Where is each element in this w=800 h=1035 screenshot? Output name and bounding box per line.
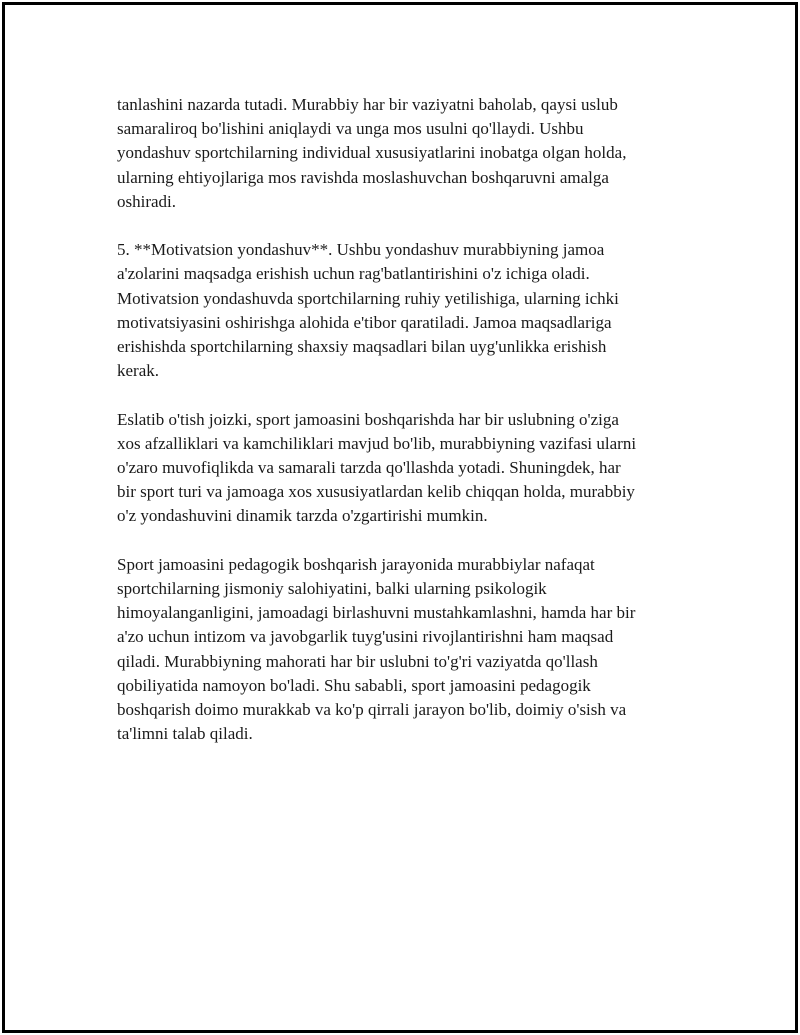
paragraph-situational-approach: tanlashini nazarda tutadi. Murabbiy har bir vaziyatni baholab, qaysi uslub samaraliroq bo'lishini aniqlaydi va unga mos usulni qo'llaydi. Ushbu yondashuv sportchilarning individual xususiyatlarini inobatga olgan holda, ularning ehtiyojlariga mos ravishda moslashuvchan boshqaruvni amalga oshiradi. [117,95,627,211]
paragraph-motivational-approach: 5. **Motivatsion yondashuv**. Ushbu yondashuv murabbiyning jamoa a'zolarini maqsadga erishish uchun rag'batlantirishini o'z ichiga oladi. Motivatsion yondashuvda sportchilarning ruhiy yetilishiga, ularning ichki motivatsiyasini oshirishga alohida e'tibor qaratiladi. Jamoa maqsadlariga erishishda sportchilarning shaxsiy maqsadlari bilan uyg'unlikka erishish kerak. [117,240,619,381]
paragraph-style-advantages: Eslatib o'tish joizki, sport jamoasini boshqarishda har bir uslubning o'ziga xos afzalliklari va kamchiliklari mavjud bo'lib, murabbiyning vazifasi ularni o'zaro muvofiqlikda va samarali tarzda qo'llashda yotadi. Shuningdek, har bir sport turi va jamoaga xos xususiyatlardan kelib chiqqan holda, murabbiy o'z yondashuvini dinamik tarzda o'zgartirishi mumkin. [117,409,637,526]
document-body [117,93,697,771]
paragraph-pedagogical-management: Sport jamoasini pedagogik boshqarish jarayonida murabbiylar nafaqat sportchilarning jismoniy salohiyatini, balki ularning psikologik himoyalanganligini, jamoadagi birlashuvni mustahkamlashni, hamda har bir a'zo uchun intizom va javobgarlik tuyg'usini rivojlantirishni ham maqsad qiladi. Murabbiyning mahorati har bir uslubni to'g'ri vaziyatda qo'llash qobiliyatida namoyon bo'ladi. Shu sababli, sport jamoasini pedagogik boshqarish doimo murakkab va ko'p qirrali jarayon bo'lib, doimiy o'sish va ta'limni talab qiladi. [117,554,636,744]
